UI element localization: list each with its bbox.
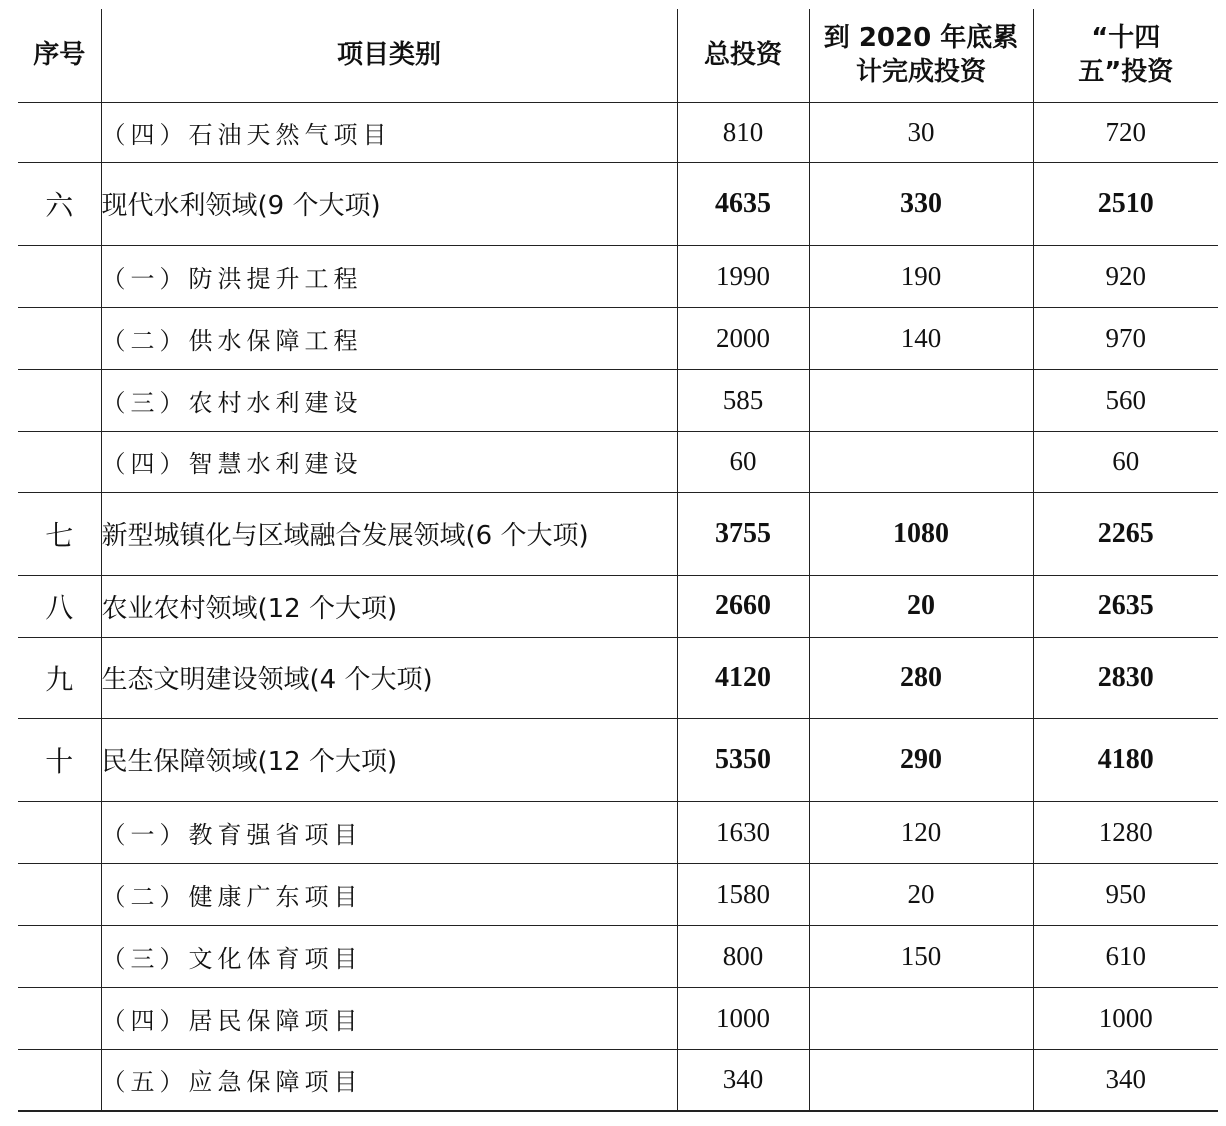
row-total: 1630 [677,801,809,863]
row-completed: 190 [809,245,1033,307]
table-row [18,369,1218,431]
row-category: （四）智慧水利建设 [101,431,677,492]
row-total: 2660 [677,575,809,637]
row-completed: 150 [809,925,1033,987]
header-total: 总投资 [677,9,809,102]
row-seq: 十 [18,718,101,801]
row-total: 3755 [677,492,809,575]
row-total: 810 [677,102,809,162]
table-row [18,162,1218,245]
table-row [18,245,1218,307]
row-completed: 20 [809,863,1033,925]
row-completed: 280 [809,637,1033,718]
row-seq: 七 [18,492,101,575]
row-seq [18,369,101,431]
row-total: 1990 [677,245,809,307]
row-category: （四）居民保障项目 [101,987,677,1049]
row-category: （五）应急保障项目 [101,1049,677,1111]
row-total: 1000 [677,987,809,1049]
row-completed [809,431,1033,492]
header-plan: “十四五”投资 [1033,9,1218,102]
table-row [18,492,1218,575]
row-plan: 60 [1033,431,1218,492]
row-category: （四）石油天然气项目 [101,102,677,162]
row-plan: 4180 [1033,718,1218,801]
table-row [18,637,1218,718]
row-seq [18,431,101,492]
table-row [18,987,1218,1049]
row-plan: 970 [1033,307,1218,369]
header-row [18,9,1218,102]
table-row [18,925,1218,987]
row-total: 4120 [677,637,809,718]
row-plan: 2635 [1033,575,1218,637]
row-plan: 610 [1033,925,1218,987]
row-seq: 八 [18,575,101,637]
row-total: 585 [677,369,809,431]
row-completed: 30 [809,102,1033,162]
row-completed [809,1049,1033,1111]
row-completed: 20 [809,575,1033,637]
row-completed [809,987,1033,1049]
table-row [18,102,1218,162]
table-row [18,718,1218,801]
row-seq [18,307,101,369]
table-row [18,307,1218,369]
row-plan: 1280 [1033,801,1218,863]
row-category: （一）教育强省项目 [101,801,677,863]
header-category: 项目类别 [101,9,677,102]
row-seq [18,1049,101,1111]
row-completed: 1080 [809,492,1033,575]
row-plan: 2830 [1033,637,1218,718]
row-category: 民生保障领域(12 个大项) [101,718,677,801]
table-row [18,1049,1218,1111]
row-category: （二）供水保障工程 [101,307,677,369]
row-category: （二）健康广东项目 [101,863,677,925]
row-plan: 920 [1033,245,1218,307]
row-category: 生态文明建设领域(4 个大项) [101,637,677,718]
row-seq [18,987,101,1049]
row-plan: 340 [1033,1049,1218,1111]
row-completed: 330 [809,162,1033,245]
row-plan: 560 [1033,369,1218,431]
row-category: 农业农村领域(12 个大项) [101,575,677,637]
row-category: 现代水利领域(9 个大项) [101,162,677,245]
row-plan: 720 [1033,102,1218,162]
row-completed: 120 [809,801,1033,863]
row-total: 5350 [677,718,809,801]
row-seq [18,925,101,987]
row-completed [809,369,1033,431]
header-seq: 序号 [18,9,101,102]
row-total: 60 [677,431,809,492]
row-seq: 六 [18,162,101,245]
row-total: 2000 [677,307,809,369]
row-category: （三）文化体育项目 [101,925,677,987]
row-plan: 2510 [1033,162,1218,245]
row-plan: 950 [1033,863,1218,925]
row-total: 800 [677,925,809,987]
row-total: 1580 [677,863,809,925]
table-row [18,431,1218,492]
row-category: （三）农村水利建设 [101,369,677,431]
row-plan: 2265 [1033,492,1218,575]
row-seq [18,245,101,307]
row-category: 新型城镇化与区域融合发展领域(6 个大项) [101,492,677,575]
header-completed: 到 2020 年底累计完成投资 [809,9,1033,102]
row-seq [18,102,101,162]
row-completed: 140 [809,307,1033,369]
row-plan: 1000 [1033,987,1218,1049]
table-row [18,863,1218,925]
row-seq: 九 [18,637,101,718]
row-total: 4635 [677,162,809,245]
row-seq [18,801,101,863]
investment-table [18,9,1218,1112]
row-category: （一）防洪提升工程 [101,245,677,307]
table-row [18,575,1218,637]
table-row [18,801,1218,863]
row-seq [18,863,101,925]
row-total: 340 [677,1049,809,1111]
row-completed: 290 [809,718,1033,801]
